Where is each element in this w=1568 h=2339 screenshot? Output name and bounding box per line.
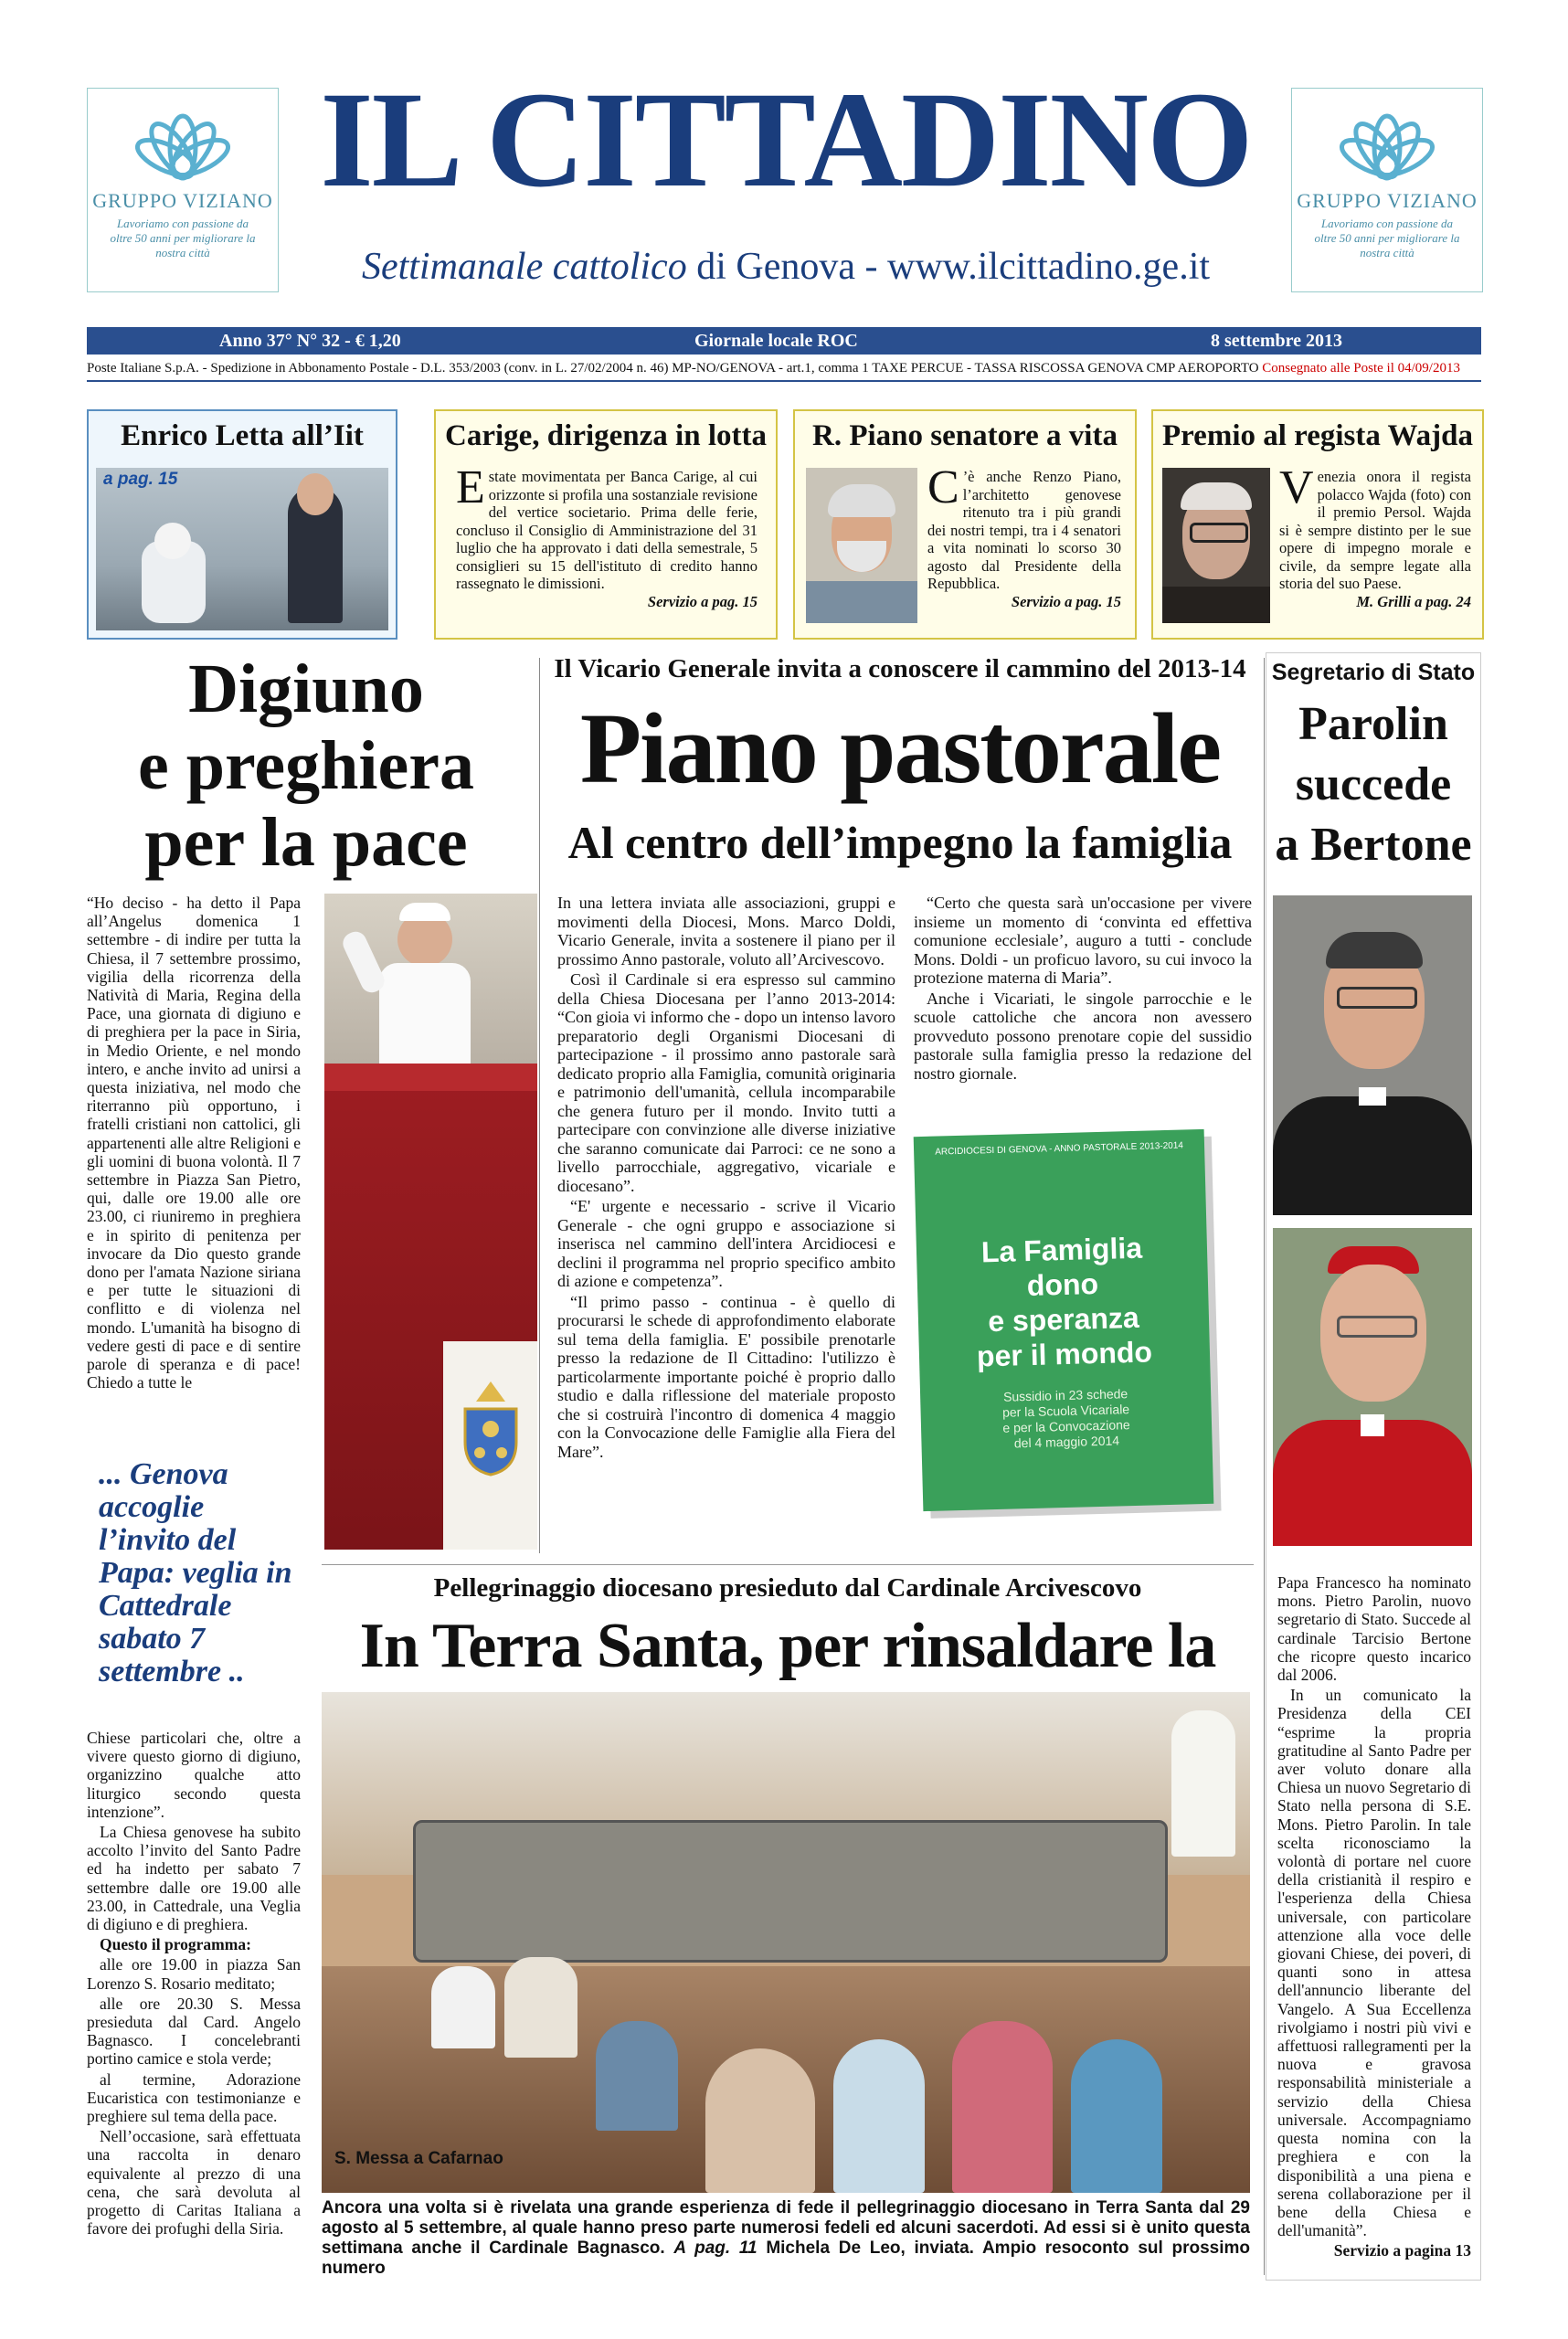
logo-left <box>87 88 279 292</box>
website-link[interactable]: www.ilcittadino.ge.it <box>886 246 1211 288</box>
logo-name: GRUPPO VIZIANO <box>1297 189 1478 212</box>
booklet-title-line: e speranza <box>987 1300 1140 1339</box>
teaser-body: ’è anche Renzo Piano, l’architetto genovese ritenuto tra i più grandi dei nostri tempi, tra i 4 senatori a vita nominati lo scorso 30 agosto dal Presidente della Repubblica. <box>927 468 1121 592</box>
newspaper-type: Giornale locale ROC <box>694 331 858 351</box>
teaser-letta[interactable] <box>87 409 397 640</box>
left-headline <box>87 651 525 881</box>
photo-label: S. Messa a Cafarnao <box>334 2149 503 2168</box>
newspaper-subtitle <box>302 245 1270 289</box>
article-paragraph: Anche i Vicariati, le singole parrocchie e le scuole cattoliche che ancora non avessero provveduto possono prenotare copie del sussidio pastorale sulla famiglia presso la redazione del nostro giornale. <box>914 989 1252 1083</box>
bottom-kicker: Pellegrinaggio diocesano presieduto dal Cardinale Arcivescovo <box>433 1573 1142 1603</box>
right-kicker <box>1270 660 1477 686</box>
lotus-logo-icon <box>132 101 233 184</box>
article-paragraph: Papa Francesco ha nominato mons. Pietro Parolin, nuovo segretario di Stato. Succede al cardinale Tarcisio Bertone che ricopre questo incarico dal 2006. <box>1277 1573 1471 1685</box>
headline-line: Digiuno <box>188 651 424 727</box>
main-kicker: Il Vicario Generale invita a conoscere il cammino del 2013-14 <box>554 654 1246 683</box>
section-divider <box>322 1564 1254 1565</box>
left-article-body-2 <box>87 1729 301 2239</box>
article-paragraph: “Il primo passo - continua - è quello di procurarsi le schede di approfondimento elaborate sul tema della famiglia. E' possibile prenotarle presso la redazione de Il Cittadino: l'utilizzo è particolarmente importante poiché è proprio dallo studio e dalla riflessione del materiale proposto che si costruirà l'incontro di domenica 4 maggio con la Convocazione delle Famiglie alla Fiera del Mare”. <box>557 1292 895 1461</box>
issue-number: Anno 37° N° 32 - € 1,20 <box>219 331 401 351</box>
program-heading: Questo il programma: <box>100 1935 251 1954</box>
photo-caption <box>322 2198 1250 2279</box>
teaser-ref: Servizio a pag. 15 <box>1011 592 1121 610</box>
booklet-title-line: per il mondo <box>976 1335 1153 1373</box>
logo-right <box>1291 88 1483 292</box>
dropcap: C <box>927 461 959 513</box>
column-divider <box>1264 658 1265 2275</box>
article-paragraph: alle ore 19.00 in piazza San Lorenzo S. Rosario meditato; <box>87 1955 301 1993</box>
article-paragraph: Chiese particolari che, oltre a vivere questo giorno di digiuno, organizzino qualche atto liturgico secondo questa intenzione”. <box>87 1729 301 1821</box>
article-paragraph: In una lettera inviata alle associazioni, gruppi e movimenti della Diocesi, Mons. Marco Doldi, Vicario Generale, invita a sostenere il piano per il prossimo Anno pastorale, voluto all’Arcivescovo. <box>557 894 895 968</box>
dropcap: V <box>1279 461 1314 513</box>
issue-date: 8 settembre 2013 <box>1211 331 1343 351</box>
logo-name: GRUPPO VIZIANO <box>92 189 273 212</box>
letta-photo <box>96 468 388 630</box>
logo-tagline: Lavoriamo con passione da oltre 50 anni per migliorare la nostra città <box>1314 217 1460 259</box>
caption-ref: A pag. 11 <box>673 2238 758 2258</box>
article-paragraph: La Chiesa genovese ha subito accolto l’invito del Santo Padre ed ha indetto per sabato 7 settembre dalle ore 19.00 alle 23.00, in Cattedrale, una Veglia di digiuno e di preghiera. <box>87 1823 301 1934</box>
teaser-carige[interactable] <box>434 409 778 640</box>
headline-line: succede <box>1295 758 1452 810</box>
lotus-logo-icon <box>1337 101 1437 184</box>
column-divider <box>539 658 540 1553</box>
main-subhead: Al centro dell’impegno la famiglia <box>567 817 1233 868</box>
article-paragraph: alle ore 20.30 S. Messa presieduta dal Card. Angelo Bagnasco. I concelebranti portino camice e stola verde; <box>87 1994 301 2069</box>
parolin-photo <box>1273 895 1472 1215</box>
teaser-ref: M. Grilli a pag. 24 <box>1356 592 1471 610</box>
teaser-title: Carige, dirigenza in lotta <box>445 419 767 452</box>
teaser-body: enezia onora il regista polacco Wajda (foto) con il premio Persol. Wajda si è sempre distinto per le sue opere di impegno morale e civile, da sempre legate alla storia del suo Paese. <box>1279 468 1471 592</box>
capernaum-mass-photo <box>322 1692 1250 2193</box>
teaser-title: Enrico Letta all’Iit <box>121 419 364 452</box>
bertone-photo <box>1273 1228 1472 1546</box>
article-paragraph: al termine, Adorazione Eucaristica con testimonianze e preghiere sul tema della pace. <box>87 2069 301 2126</box>
headline-line: e preghiera <box>138 727 474 804</box>
logo-tagline: Lavoriamo con passione da oltre 50 anni per migliorare la nostra città <box>110 217 256 259</box>
article-ref: Servizio a pagina 13 <box>1333 2241 1471 2260</box>
booklet-sub-line: e per la Convocazione <box>1002 1417 1130 1435</box>
article-paragraph: Così il Cardinale si era espresso sul cammino della Chiesa Diocesana per l’anno 2013-2014: “Con gioia vi informo che - dopo un intenso lavoro preparatorio degli Organismi Diocesani di partecipazione - il prossimo anno pastorale sarà dedicato proprio alla Famiglia, comunità originaria e patrimonio dell'umanità, cellula incomparabile che genera futuro per il mondo. Invito tutti a partecipare con convinzione alle diverse iniziative che saranno comunicate dai Parroci: ce ne sono a livello parrocchiale, aggregativo, vicariale e diocesano”. <box>557 970 895 1195</box>
article-paragraph: Nell’occasione, sarà effettuata una raccolta in denaro equivalente al prezzo di una cena, che sarà devoluta al progetto di Caritas Italiana a favore dei profughi della Siria. <box>87 2127 301 2238</box>
booklet-sub-line: del 4 maggio 2014 <box>1013 1433 1120 1451</box>
left-article-body <box>87 894 301 1455</box>
postal-line <box>87 361 1481 382</box>
postal-text: Poste Italiane S.p.A. - Spedizione in Abbonamento Postale - D.L. 353/2003 (conv. in L. 27/02/2004 n. 46) MP-NO/GENOVA - art.1, comma 1 TAXE PERCUE - TASSA RISCOSSA GENOVA CMP AEROPORTO <box>87 361 1259 376</box>
main-headline: Piano pastorale <box>579 693 1221 804</box>
teaser-body: state movimentata per Banca Carige, al cui orizzonte si profila una sostanziale revisione del vertice societario. Prima delle ferie, concluso il Consiglio di Amministrazione del 31 luglio che ha approvato i dati della semestrale, 5 consiglieri su 15 dell'istituto di credito hanno rassegnato le dimissioni. <box>456 468 758 592</box>
teaser-ref: Servizio a pag. 15 <box>647 592 758 610</box>
booklet-header: ARCIDIOCESI DI GENOVA - ANNO PASTORALE 2013-2014 <box>935 1140 1184 1158</box>
teaser-piano[interactable] <box>793 409 1137 640</box>
headline-line: Parolin <box>1298 698 1448 750</box>
subtitle-italic: Settimanale cattolico <box>361 246 687 288</box>
newspaper-title: IL CITTADINO <box>320 64 1252 216</box>
article-paragraph: In un comunicato la Presidenza della CEI “esprime la propria gratitudine al Santo Padre per aver voluto donare alla Chiesa un nuovo Segretario di Stato nella persona di S.E. Mons. Pietro Parolin. In tale scelta riconosciamo la volontà di portare nel cuore della cristianità il respiro e l'esperienza della Chiesa universale, con particolare attenzione alla voce delle giovani Chiese, dei poveri, di quanti sono in attesa dell'annuncio liberante del Vangelo. A Sua Eccellenza rivolgiamo i nostri più vivi e affettuosi rallegramenti per la nuova e gravosa responsabilità ministeriale a servizio della Chiesa universale. Accompagniamo questa nomina con la preghiera e con la disponibilità a una piena e serena collaborazione per il bene della Chiesa e dell'umanità”. <box>1277 1686 1471 2240</box>
booklet-sub-line: Sussidio in 23 schede <box>1002 1386 1128 1404</box>
issue-bar <box>87 327 1481 355</box>
wajda-photo <box>1162 468 1270 623</box>
article-paragraph: “E' urgente e necessario - scrive il Vicario Generale - che ogni gruppo e associazione si inserisca nel cammino dell'intera Arcidiocesi e declini il programma nel proprio specifico ambito di azione e competenza”. <box>557 1197 895 1290</box>
right-article-body <box>1277 1573 1471 2262</box>
teaser-ref: a pag. 15 <box>103 470 178 489</box>
papal-coat-of-arms-icon <box>452 1378 529 1478</box>
booklet-sub-line: per la Scuola Vicariale <box>1001 1402 1130 1420</box>
teaser-title: R. Piano senatore a vita <box>812 419 1118 452</box>
booklet-cover <box>914 1129 1214 1511</box>
right-headline <box>1270 694 1477 875</box>
subtitle-rest: di Genova - <box>696 246 878 288</box>
headline-line: a Bertone <box>1275 819 1472 871</box>
booklet-title-line: La Famiglia <box>980 1231 1143 1269</box>
kicker-text: Segretario di Stato <box>1271 660 1476 685</box>
postal-delivered: Consegnato alle Poste il 04/09/2013 <box>1262 361 1460 376</box>
teaser-title: Premio al regista Wajda <box>1161 419 1474 452</box>
main-article-col1 <box>557 894 895 1463</box>
article-paragraph: “Certo che questa sarà un'occasione per vivere insieme un momento di ‘convinta ed effettiva comunione ecclesiale’, auguro a tutti - conclude Mons. Doldi - un proficuo lavoro, su cui invoco la protezione materna di Maria”. <box>914 894 1252 987</box>
main-article-col2 <box>914 894 1252 1085</box>
renzo-piano-photo <box>806 468 917 623</box>
caption-tail: Michela De Leo, inviata. Ampio resoconto sul prossimo numero <box>322 2238 1251 2278</box>
bottom-headline: In Terra Santa, per rinsaldare la <box>359 1611 1216 1681</box>
pullquote: ... Genova accoglie l’invito del Papa: veglia in Cattedrale sabato 7 settembre .. <box>99 1457 292 1688</box>
article-paragraph: “Ho deciso - ha detto il Papa all’Angelus domenica 1 settembre - di indire per tutta la Chiesa, il 7 settembre prossimo, vigilia della ricorrenza della Natività di Maria, Regina della Pace, una giornata di digiuno e di preghiera per la pace in Siria, in Medio Oriente, e nel mondo intero, e anche invito ad unirsi a questa iniziativa, nel modo che riterranno più opportuno, i fratelli cristiani non cattolici, gli appartenenti alle altre Religioni e gli uomini di buona volontà. Il 7 settembre in Piazza San Pietro, qui, dalle ore 19.00 alle ore 23.00, ci riuniremo in preghiera e in spirito di penitenza per invocare da Dio questo grande dono per l'amata Nazione siriana e per tutte le situazioni di conflitto e di violenza nel mondo. L'umanità ha bisogno di vedere gesti di pace e di sentire parole di speranza e di pace! Chiedo a tutte le <box>87 894 301 1392</box>
booklet-title-line: dono <box>1026 1266 1099 1303</box>
pope-angelus-photo <box>324 894 537 1550</box>
teaser-wajda[interactable] <box>1151 409 1484 640</box>
dropcap: E <box>456 461 485 513</box>
headline-line: per la pace <box>144 804 468 881</box>
caption-text: Ancora una volta si è rivelata una grande esperienza di fede il pellegrinaggio diocesano in Terra Santa dal 29 agosto al 5 settembre, al quale hanno preso parte numerosi fedeli ed alcuni sacerdoti. Ad essi si è unito questa settimana anche il Cardinale Bagnasco. <box>322 2198 1250 2258</box>
